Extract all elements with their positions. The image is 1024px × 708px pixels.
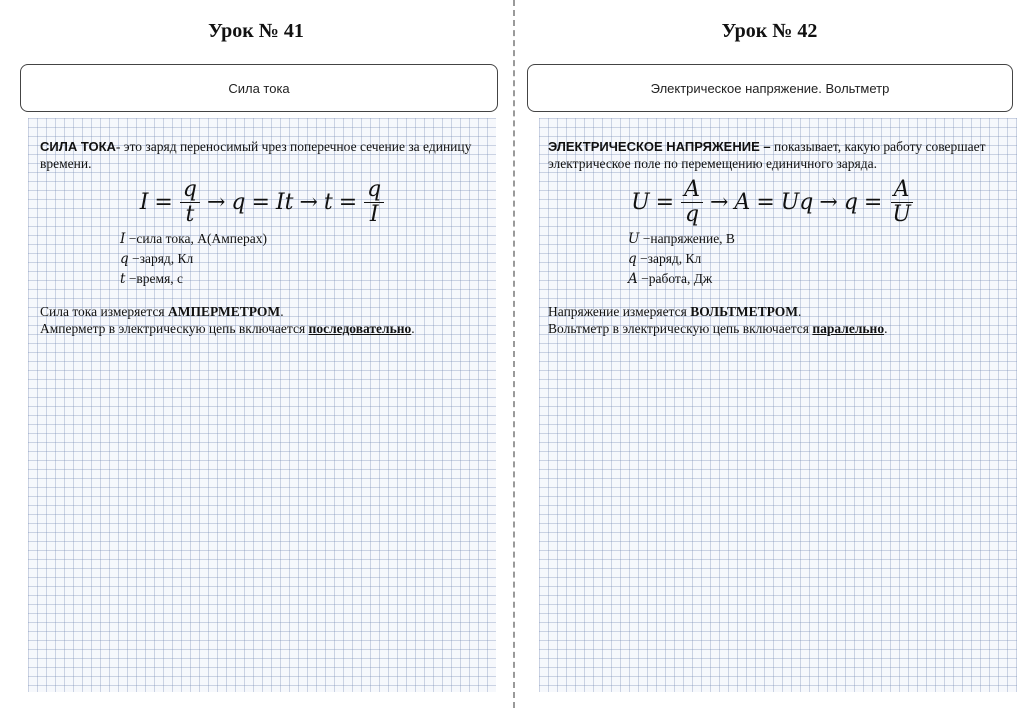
variable-symbol: q <box>120 251 129 267</box>
formula-symbol: Uq <box>780 190 814 215</box>
definition <box>548 138 998 172</box>
variable-list <box>120 229 485 289</box>
formula-fraction <box>364 178 384 227</box>
formula-operator: = <box>338 190 358 215</box>
variable-desc: −работа, Дж <box>637 271 713 286</box>
formula-symbol: I <box>139 190 149 215</box>
definition-term: СИЛА ТОКА <box>40 139 116 154</box>
topic-box <box>527 64 1013 112</box>
lesson-content <box>548 138 998 337</box>
measure-text: Напряжение измеряется <box>548 304 691 319</box>
measure-device: ВОЛЬТМЕТРОМ <box>690 304 798 319</box>
connect-text: Амперметр в электрическую цепь включается <box>40 321 309 336</box>
lesson-title: Урок № 41 <box>208 20 304 42</box>
fraction-numerator: A <box>681 178 703 203</box>
formula-operator: = <box>863 190 883 215</box>
formula-arrow: → <box>709 190 729 215</box>
formula-symbol: U <box>631 190 650 215</box>
topic-title: Сила тока <box>228 80 290 96</box>
connect-mode: последовательно <box>308 321 412 336</box>
variable-desc: −сила тока, А(Амперах) <box>125 231 267 246</box>
fraction-denominator: t <box>185 202 195 227</box>
fraction-numerator: q <box>364 178 384 203</box>
variable-desc: −заряд, Кл <box>636 251 702 266</box>
formula-operator: = <box>251 190 270 215</box>
variable-list <box>628 229 998 289</box>
formula-operator: = <box>154 190 173 215</box>
page-lesson-42 <box>515 0 1024 708</box>
formula-operator: = <box>655 190 675 215</box>
definition-text: показывает, какую работу совершает электрическое поле по перемещению единичного заряда. <box>548 139 986 171</box>
formula-operator: = <box>756 190 775 215</box>
measure-text: Сила тока измеряется <box>40 304 169 319</box>
formula-fraction <box>889 178 914 227</box>
connect-end: . <box>884 321 888 336</box>
formula <box>40 178 485 227</box>
measurement-note <box>548 303 998 337</box>
connect-mode: паралельно <box>812 321 885 336</box>
formula-arrow: → <box>299 190 318 215</box>
connect-text: Вольтметр в электрическую цепь включается <box>548 321 813 336</box>
lesson-content <box>40 138 485 337</box>
definition <box>40 138 485 172</box>
variable-item <box>628 249 998 269</box>
fraction-numerator: q <box>180 178 200 203</box>
variable-item <box>628 229 998 249</box>
formula-symbol: q <box>843 190 858 215</box>
variable-item <box>628 269 998 289</box>
connect-end: . <box>411 321 415 336</box>
fraction-denominator: q <box>684 202 700 227</box>
variable-symbol: A <box>628 271 638 287</box>
variable-item <box>120 269 485 289</box>
formula-symbol: q <box>231 190 246 215</box>
measurement-note <box>40 303 485 337</box>
fraction-denominator: U <box>892 202 911 227</box>
formula-symbol: It <box>275 190 294 215</box>
variable-desc: −напряжение, В <box>639 231 735 246</box>
formula-symbol: t <box>323 190 333 215</box>
variable-symbol: q <box>628 251 637 267</box>
fraction-denominator: I <box>369 202 379 227</box>
formula <box>548 178 998 227</box>
variable-item <box>120 229 485 249</box>
formula-arrow: → <box>819 190 838 215</box>
variable-symbol: t <box>120 271 126 287</box>
topic-title: Электрическое напряжение. Вольтметр <box>650 80 890 96</box>
lesson-title: Урок № 42 <box>721 20 818 42</box>
formula-fraction <box>180 178 200 227</box>
variable-item <box>120 249 485 269</box>
measure-end: . <box>798 304 802 319</box>
formula-fraction <box>681 178 703 227</box>
formula-arrow: → <box>206 190 226 215</box>
definition-text: - это заряд переносимый чрез поперечное сечение за единицу времени. <box>40 139 472 171</box>
definition-term: ЭЛЕКТРИЧЕСКОЕ НАПРЯЖЕНИЕ – <box>548 139 771 154</box>
fraction-numerator: A <box>891 178 913 203</box>
measure-device: АМПЕРМЕТРОМ <box>168 304 281 319</box>
variable-symbol: I <box>120 231 126 247</box>
variable-desc: −время, с <box>125 271 184 286</box>
variable-desc: −заряд, Кл <box>128 251 194 266</box>
topic-box <box>20 64 498 112</box>
formula-symbol: A <box>734 190 751 215</box>
variable-symbol: U <box>628 231 640 247</box>
measure-end: . <box>280 304 284 319</box>
